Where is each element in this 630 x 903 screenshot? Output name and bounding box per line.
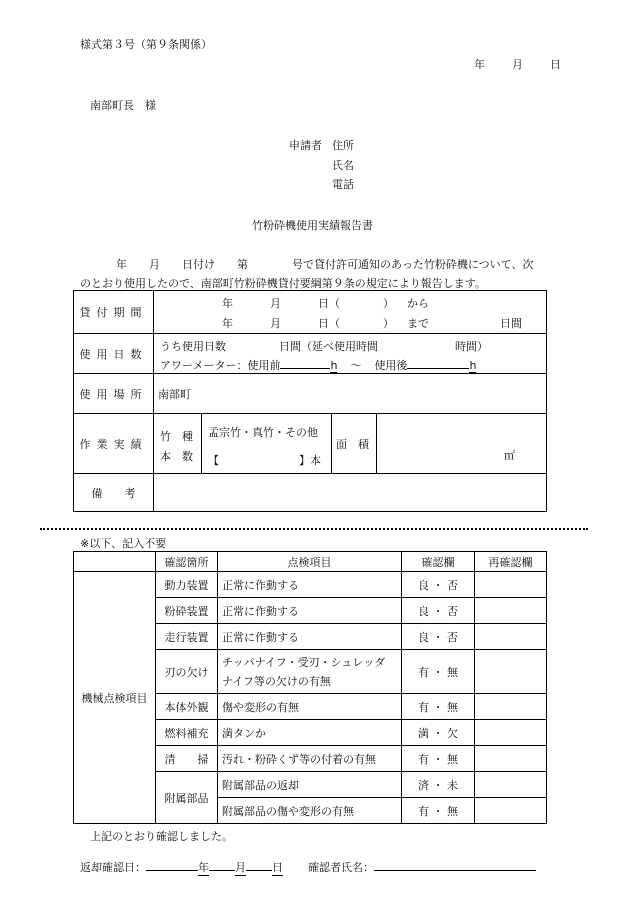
loan-end-day: 日（: [318, 317, 340, 330]
return-month: 月: [235, 861, 246, 874]
recheck-cell: [475, 720, 547, 746]
location-label: 使用場所: [74, 374, 154, 414]
recheck-cell: [475, 746, 547, 772]
remarks-value: [154, 474, 547, 512]
count-close: 】本: [299, 454, 321, 467]
recheck-cell: [475, 572, 547, 598]
group-label: 機械点検項目: [74, 572, 156, 824]
area-unit: ㎡: [504, 449, 515, 462]
loan-start-year: 年: [222, 297, 233, 310]
check-cell: 良 ・ 否: [402, 572, 475, 598]
check-cell: 有 ・ 無: [402, 798, 475, 824]
place-cell: 粉砕装置: [156, 598, 218, 624]
applicant-label: 申請者: [289, 139, 322, 152]
place-cell: 刃の欠け: [156, 650, 218, 694]
date-year: 年: [474, 58, 485, 71]
item-cell: 満タンか: [218, 720, 402, 746]
usage-hours-close: 時間）: [455, 340, 488, 353]
item-cell: 正常に作動する: [218, 624, 402, 650]
place-cell: 走行装置: [156, 624, 218, 650]
item-cell: 傷や変形の有無: [218, 694, 402, 720]
usage-days-label: 使用日数: [74, 334, 154, 374]
work-value: [154, 414, 547, 474]
check-cell: 済 ・ 未: [402, 772, 475, 798]
return-year-field: [146, 858, 198, 871]
species-value: 孟宗竹・真竹・その他: [208, 426, 318, 439]
form-number: 様式第３号（第９条関係）: [80, 38, 212, 51]
place-cell: 本体外観: [156, 694, 218, 720]
place-cell: 附属部品: [156, 772, 218, 824]
report-table: [73, 290, 547, 512]
item-cell: 附属部品の傷や変形の有無: [218, 798, 402, 824]
item-line-2: ナイフ等の欠けの有無: [222, 674, 331, 688]
hour-meter-after-label: 使用後: [374, 359, 408, 372]
loan-start-day: 日（: [318, 297, 340, 310]
recheck-cell: [475, 772, 547, 798]
loan-end-suffix: まで: [407, 317, 429, 330]
header-place: 確認箇所: [156, 552, 218, 572]
return-line: [80, 858, 536, 876]
loan-end-year: 年: [222, 317, 233, 330]
header-check: 確認欄: [402, 552, 475, 572]
header-recheck: 再確認欄: [475, 552, 547, 572]
species-label: 竹 種: [160, 430, 193, 443]
confirmer-label: 確認者氏名：: [308, 861, 374, 874]
check-cell: 有 ・ 無: [402, 746, 475, 772]
usage-total-hours: 日間（延べ使用時間: [279, 340, 378, 353]
usage-days-value: [154, 334, 547, 374]
check-cell: 有 ・ 無: [402, 650, 475, 694]
hour-unit-2: h: [469, 359, 477, 372]
item-cell: [218, 650, 402, 694]
check-cell: 有 ・ 無: [402, 694, 475, 720]
date-line: [474, 56, 561, 72]
applicant-phone: 電話: [332, 178, 354, 191]
notice: ※以下、記入不要: [80, 537, 167, 550]
date-month: 月: [512, 58, 523, 71]
loan-end-month: 月: [270, 317, 281, 330]
place-cell: 動力装置: [156, 572, 218, 598]
recheck-cell: [475, 694, 547, 720]
hour-meter-before-label: アワーメーター：使用前: [160, 359, 281, 372]
count-label: 本 数: [160, 450, 193, 463]
hour-separator: 〜: [350, 359, 362, 372]
loan-end-close: ）: [383, 317, 394, 330]
confirm-text: 上記のとおり確認しました。: [90, 830, 233, 843]
date-day: 日: [550, 58, 561, 71]
loan-start-close: ）: [383, 297, 394, 310]
recheck-cell: [475, 598, 547, 624]
place-cell: 清 掃: [156, 746, 218, 772]
return-label: 返却確認日：: [80, 861, 146, 874]
applicant-name: 氏名: [332, 159, 354, 172]
recheck-cell: [475, 624, 547, 650]
loan-start-suffix: から: [407, 297, 429, 310]
applicant-address: 住所: [332, 139, 354, 152]
item-cell: 正常に作動する: [218, 572, 402, 598]
group-header-empty: [74, 552, 156, 572]
check-cell: 良 ・ 否: [402, 598, 475, 624]
hour-unit-1: h: [330, 359, 338, 372]
recipient: 南部町長 様: [90, 99, 156, 112]
item-cell: 汚れ・粉砕くず等の付着の有無: [218, 746, 402, 772]
hour-meter-after-field: [407, 356, 469, 369]
recheck-cell: [475, 650, 547, 694]
loan-period-label: 貸付期間: [74, 291, 154, 334]
return-day-field: [246, 858, 272, 871]
area-label: 面 積: [336, 438, 369, 451]
item-cell: 正常に作動する: [218, 598, 402, 624]
return-year: 年: [198, 861, 209, 874]
header-item: 点検項目: [218, 552, 402, 572]
inspection-table: [73, 551, 547, 824]
location-value: 南部町: [154, 374, 547, 414]
hour-meter-before-field: [280, 356, 330, 369]
recheck-cell: [475, 798, 547, 824]
return-day: 日: [272, 861, 283, 874]
return-month-field: [209, 858, 235, 871]
cut-line: [40, 528, 588, 530]
document-title: 竹粉砕機使用実績報告書: [252, 219, 373, 232]
place-cell: 燃料補充: [156, 720, 218, 746]
confirmer-field: [374, 858, 536, 871]
check-cell: 良 ・ 否: [402, 624, 475, 650]
loan-start-month: 月: [270, 297, 281, 310]
usage-days-part: うち使用日数: [160, 340, 226, 353]
loan-period-value: [154, 291, 547, 334]
loan-days: 日間: [500, 317, 522, 330]
check-cell: 満 ・ 欠: [402, 720, 475, 746]
intro-line-1: 年 月 日付け 第 号で貸付許可通知のあった竹粉砕機について、次: [116, 258, 534, 271]
remarks-label: 備 考: [74, 474, 154, 512]
work-label: 作業実績: [74, 414, 154, 474]
item-line-1: チッパナイフ・受刃・シュレッダ: [222, 655, 386, 669]
item-cell: 附属部品の返却: [218, 772, 402, 798]
intro-line-2: のとおり使用したので、南部町竹粉砕機貸付要綱第９条の規定により報告します。: [80, 277, 486, 290]
count-open: 【: [208, 454, 219, 467]
